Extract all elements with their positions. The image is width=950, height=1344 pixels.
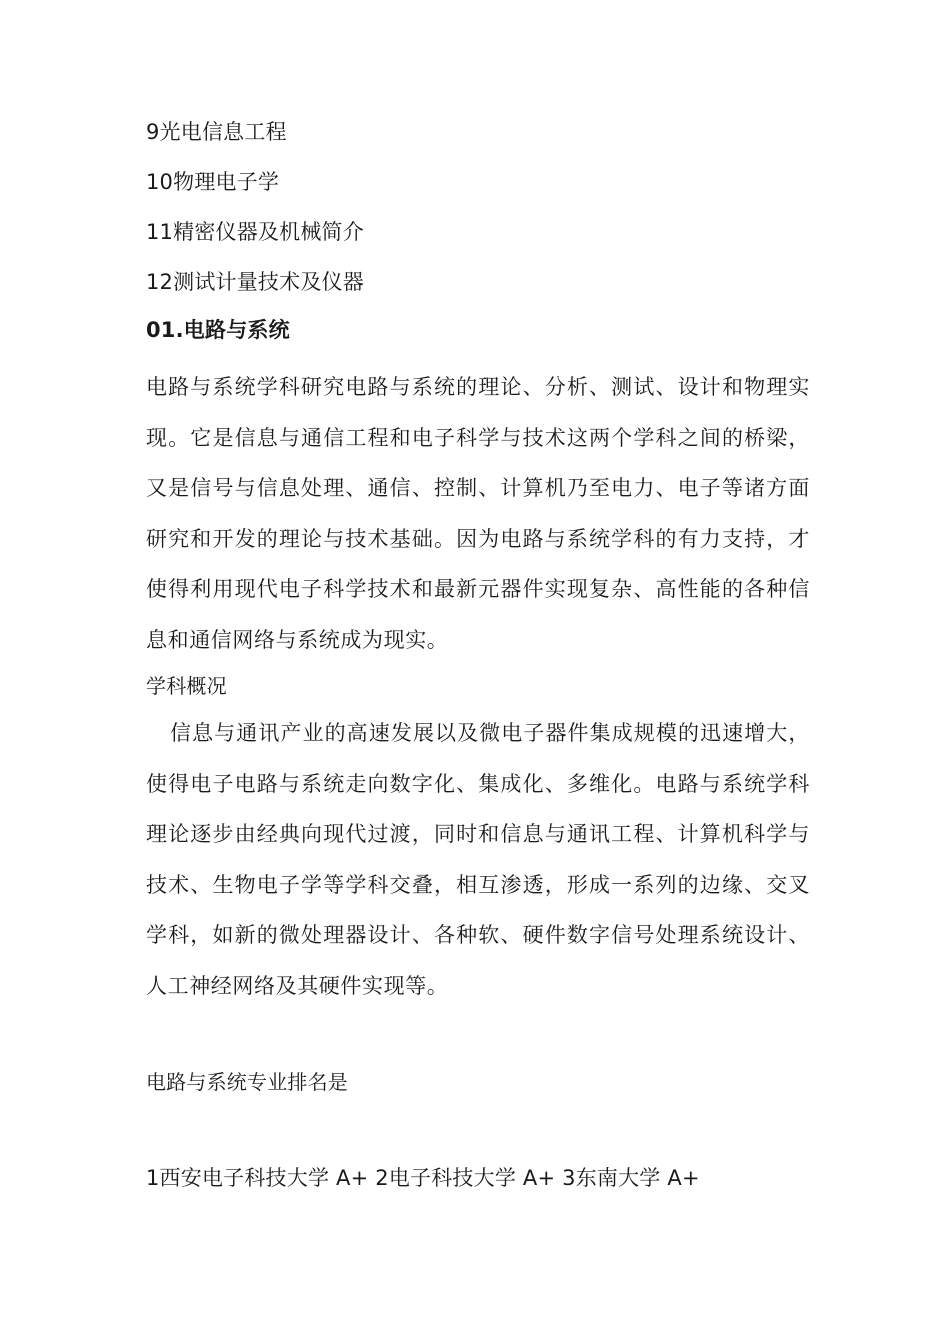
list-item: 9光电信息工程 (146, 120, 287, 144)
overview-paragraph: 信息与通讯产业的高速发展以及微电子器件集成规模的迅速增大，使得电子电路与系统走向数字化、集成化、多维化。电路与系统学科理论逐步由经典向现代过渡，同时和信息与通讯工程、计算机科学与技术、生物电子学等学科交叠，相互渗透，形成一系列的边缘、交叉学科，如新的微处理器设计、各种软、硬件数字信号处理系统设计、人工神经网络及其硬件实现等。 (146, 721, 810, 998)
list-item: 11精密仪器及机械简介 (146, 220, 364, 244)
section-title: 01.电路与系统 (146, 318, 290, 342)
list-item: 12测试计量技术及仪器 (146, 270, 364, 294)
intro-paragraph: 电路与系统学科研究电路与系统的理论、分析、测试、设计和物理实现。它是信息与通信工程和电子科学与技术这两个学科之间的桥梁，又是信号与信息处理、通信、控制、计算机乃至电力、电子等诸方面研究和开发的理论与技术基础。因为电路与系统学科的有力支持，才使得利用现代电子科学技术和最新元器件实现复杂、高性能的各种信息和通信网络与系统成为现实。 (146, 375, 810, 652)
ranking-title: 电路与系统专业排名是 (146, 1070, 348, 1094)
overview-title: 学科概况 (146, 674, 227, 698)
list-item: 10物理电子学 (146, 170, 280, 194)
ranking-line: 1西安电子科技大学 A+ 2电子科技大学 A+ 3东南大学 A+ (146, 1166, 700, 1190)
